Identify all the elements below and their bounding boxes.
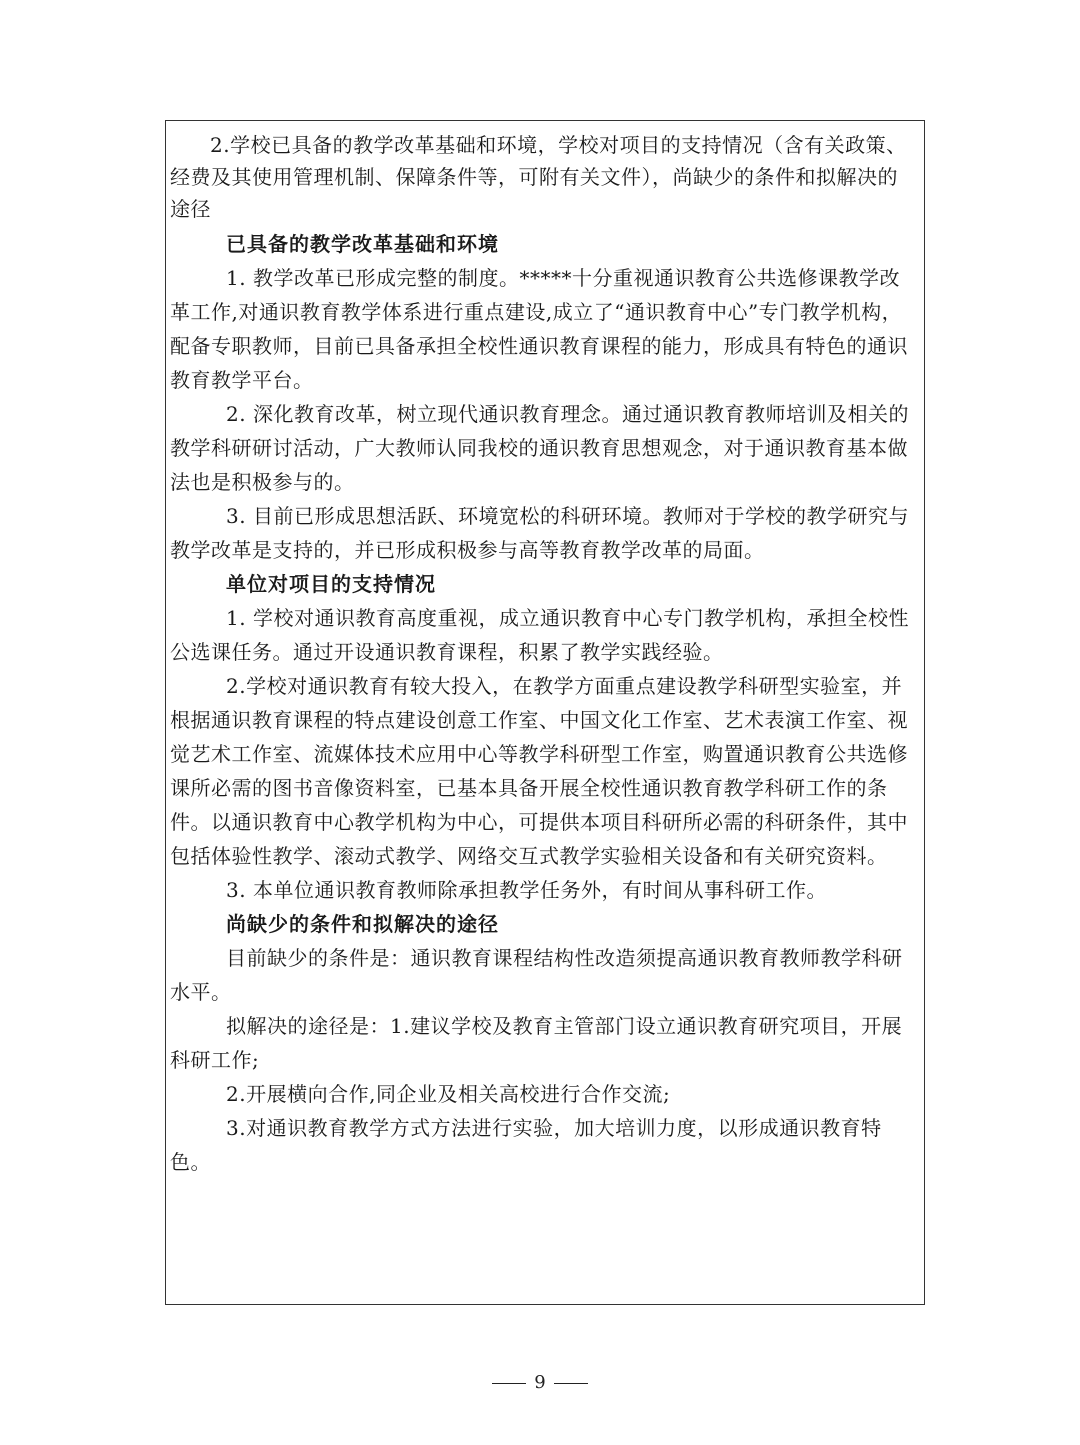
paragraph: 2. 深化教育改革，树立现代通识教育理念。通过通识教育教师培训及相关的教学科研研讨活动，广大教师认同我校的通识教育思想观念，对于通识教育基本做法也是积极参与的。 <box>170 402 909 494</box>
paragraph: 目前缺少的条件是：通识教育课程结构性改造须提高通识教育教师教学科研水平。 <box>170 946 903 1004</box>
page-number: 9 <box>534 1372 546 1393</box>
paragraph: 2.学校对通识教育有较大投入，在教学方面重点建设教学科研型实验室，并根据通识教育课程的特点建设创意工作室、中国文化工作室、艺术表演工作室、视觉艺术工作室、流媒体技术应用中心等教学科研型工作室，购置通识教育公共选修课所必需的图书音像资料室，已基本具备开展全校性通识教育教学科研工作的条件。以通识教育中心教学机构为中心，可提供本项目科研所必需的科研条件，其中包括体验性教学、滚动式教学、网络交互式教学实验相关设备和有关研究资料。 <box>170 674 908 868</box>
footer-dash-left <box>492 1383 526 1384</box>
paragraph: 3. 本单位通识教育教师除承担教学任务外，有时间从事科研工作。 <box>226 878 827 902</box>
section-content <box>170 227 916 1179</box>
section-prompt: 2.学校已具备的教学改革基础和环境，学校对项目的支持情况（含有关政策、经费及其使用管理机制、保障条件等，可附有关文件），尚缺少的条件和拟解决的途径 <box>170 133 907 221</box>
footer-dash-right <box>554 1383 588 1384</box>
paragraph: 1. 学校对通识教育高度重视，成立通识教育中心专门教学机构，承担全校性公选课任务。通过开设通识教育课程，积累了教学实践经验。 <box>170 606 909 664</box>
paragraph: 3.对通识教育教学方式方法进行实验，加大培训力度，以形成通识教育特色。 <box>170 1116 882 1174</box>
paragraph: 3. 目前已形成思想活跃、环境宽松的科研环境。教师对于学校的教学研究与教学改革是支持的，并已形成积极参与高等教育教学改革的局面。 <box>170 504 909 562</box>
paragraph: 1. 教学改革已形成完整的制度。*****十分重视通识教育公共选修课教学改革工作,对通识教育教学体系进行重点建设,成立了“通识教育中心”专门教学机构，配备专职教师，目前已具备承担全校性通识教育课程的能力，形成具有特色的通识教育教学平台。 <box>170 266 908 392</box>
paragraph: 拟解决的途径是：1.建议学校及教育主管部门设立通识教育研究项目，开展科研工作; <box>170 1014 903 1072</box>
heading-support: 单位对项目的支持情况 <box>226 572 436 596</box>
content-table-cell <box>165 120 925 1305</box>
page-footer <box>0 1372 1080 1393</box>
heading-foundation: 已具备的教学改革基础和环境 <box>226 232 499 256</box>
paragraph: 2.开展横向合作,同企业及相关高校进行合作交流; <box>226 1082 671 1106</box>
heading-shortcomings: 尚缺少的条件和拟解决的途径 <box>226 912 499 936</box>
